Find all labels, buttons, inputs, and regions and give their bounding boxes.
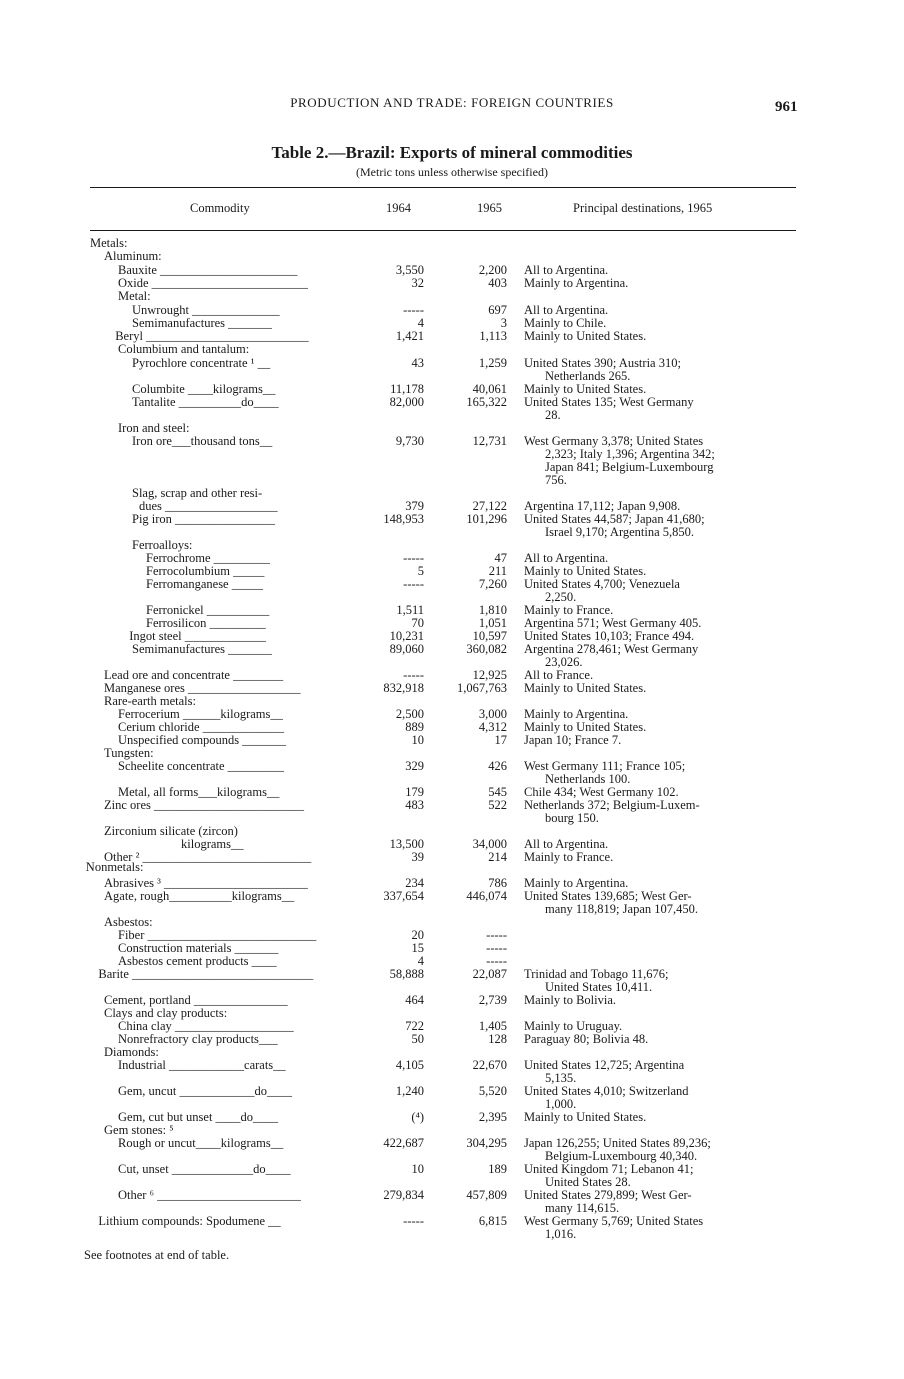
value-1964-cell: 2,500 <box>395 707 424 721</box>
destination-cell: Japan 841; Belgium-Luxembourg <box>545 460 714 474</box>
destination-cell: Netherlands 100. <box>545 772 631 786</box>
commodity-cell: Asbestos cement products ____ <box>118 954 277 968</box>
table-row <box>0 825 904 838</box>
destination-cell: Mainly to France. <box>524 850 614 864</box>
commodity-cell: Tungsten: <box>104 746 154 760</box>
destination-cell: 5,135. <box>545 1071 577 1085</box>
value-1965-cell: ----- <box>486 941 507 955</box>
value-1964-cell: ----- <box>403 303 424 317</box>
value-1964-cell: 39 <box>411 850 424 864</box>
destination-cell: 1,016. <box>545 1227 577 1241</box>
commodity-cell: Zirconium silicate (zircon) <box>104 824 238 838</box>
table-row <box>0 861 904 874</box>
table-row <box>0 799 904 812</box>
destination-cell: Belgium-Luxembourg 40,340. <box>545 1149 698 1163</box>
table-title: Table 2.—Brazil: Exports of mineral commodities <box>271 143 633 162</box>
value-1964-cell: 722 <box>405 1019 424 1033</box>
table-row <box>0 1228 904 1241</box>
value-1965-cell: 1,113 <box>479 329 507 343</box>
destination-cell: Mainly to United States. <box>524 681 647 695</box>
destination-cell: United States 279,899; West Ger- <box>524 1188 692 1202</box>
commodity-cell: Pig iron ________________ <box>132 512 276 526</box>
commodity-cell: Nonmetals: <box>85 860 144 874</box>
value-1964-cell: 10 <box>411 733 424 747</box>
destination-cell: many 114,615. <box>545 1201 620 1215</box>
value-1964-cell: 179 <box>405 785 424 799</box>
commodity-cell: Ferroalloys: <box>132 538 193 552</box>
destination-cell: United States 12,725; Argentina <box>524 1058 685 1072</box>
value-1964-cell: 889 <box>405 720 424 734</box>
value-1964-cell: 4,105 <box>395 1058 424 1072</box>
table-row <box>0 487 904 500</box>
table-row <box>0 1137 904 1150</box>
destination-cell: Mainly to Uruguay. <box>524 1019 623 1033</box>
table-row <box>0 552 904 565</box>
value-1965-cell: 2,200 <box>478 263 507 277</box>
table-row <box>0 890 904 903</box>
destination-cell: All to Argentina. <box>524 551 609 565</box>
value-1965-cell: 1,051 <box>478 616 507 630</box>
table-row <box>0 461 904 474</box>
value-1965-cell: 2,395 <box>478 1110 507 1124</box>
commodity-cell: Ferronickel __________ <box>146 603 270 617</box>
value-1965-cell: 786 <box>488 876 507 890</box>
column-header-1965: 1965 <box>477 201 502 215</box>
table-row <box>0 513 904 526</box>
value-1965-cell: 5,520 <box>478 1084 507 1098</box>
value-1965-cell: 165,322 <box>466 395 507 409</box>
table-row <box>0 968 904 981</box>
destination-cell: Argentina 571; West Germany 405. <box>524 616 702 630</box>
commodity-cell: Iron and steel: <box>118 421 190 435</box>
value-1965-cell: 12,731 <box>472 434 507 448</box>
value-1964-cell: 43 <box>411 356 424 370</box>
commodity-cell: Unwrought ______________ <box>132 303 280 317</box>
table-row <box>0 448 904 461</box>
destination-cell: West Germany 111; France 105; <box>524 759 686 773</box>
value-1965-cell: 6,815 <box>478 1214 507 1228</box>
destination-cell: United States 4,700; Venezuela <box>524 577 680 591</box>
destination-cell: Mainly to Bolivia. <box>524 993 617 1007</box>
commodity-cell: Diamonds: <box>104 1045 159 1059</box>
value-1965-cell: 522 <box>488 798 507 812</box>
value-1965-cell: 214 <box>488 850 507 864</box>
destination-cell: 2,323; Italy 1,396; Argentina 342; <box>545 447 715 461</box>
commodity-cell: Beryl __________________________ <box>115 329 309 343</box>
value-1965-cell: 426 <box>488 759 507 773</box>
commodity-cell: Ferrocolumbium _____ <box>146 564 265 578</box>
destination-cell: Mainly to United States. <box>524 564 647 578</box>
table-row <box>0 565 904 578</box>
commodity-cell: Gem, cut but unset ____do____ <box>118 1110 279 1124</box>
table-row <box>0 396 904 409</box>
value-1965-cell: 12,925 <box>472 668 507 682</box>
commodity-cell: Nonrefractory clay products___ <box>118 1032 278 1046</box>
destination-cell: Netherlands 265. <box>545 369 631 383</box>
commodity-cell: Ferrocerium ______kilograms__ <box>118 707 283 721</box>
destination-cell: 756. <box>545 473 567 487</box>
destination-cell: Paraguay 80; Bolivia 48. <box>524 1032 649 1046</box>
commodity-cell: Other ² ___________________________ <box>104 850 312 864</box>
destination-cell: West Germany 3,378; United States <box>524 434 704 448</box>
destination-cell: United States 139,685; West Ger- <box>524 889 692 903</box>
commodity-cell: Cerium chloride _____________ <box>118 720 284 734</box>
destination-cell: United States 10,103; France 494. <box>524 629 695 643</box>
commodity-cell: dues __________________ <box>139 499 278 513</box>
commodity-cell: kilograms__ <box>181 837 244 851</box>
value-1964-cell: 279,834 <box>383 1188 424 1202</box>
commodity-cell: Metal, all forms___kilograms__ <box>118 785 280 799</box>
commodity-cell: Cement, portland _______________ <box>104 993 288 1007</box>
value-1965-cell: 189 <box>488 1162 507 1176</box>
destination-cell: Mainly to France. <box>524 603 614 617</box>
value-1964-cell: ----- <box>403 668 424 682</box>
value-1965-cell: 3 <box>500 316 507 330</box>
destination-cell: All to Argentina. <box>524 837 609 851</box>
value-1964-cell: 50 <box>411 1032 424 1046</box>
value-1964-cell: 4 <box>417 954 424 968</box>
value-1964-cell: 379 <box>405 499 424 513</box>
commodity-cell: Oxide _________________________ <box>118 276 308 290</box>
commodity-cell: China clay ___________________ <box>118 1019 294 1033</box>
commodity-cell: Asbestos: <box>104 915 153 929</box>
commodity-cell: Rare-earth metals: <box>104 694 196 708</box>
value-1965-cell: 128 <box>488 1032 507 1046</box>
destination-cell: Mainly to United States. <box>524 329 647 343</box>
destination-cell: United States 390; Austria 310; <box>524 356 681 370</box>
value-1964-cell: 483 <box>405 798 424 812</box>
commodity-cell: Pyrochlore concentrate ¹ __ <box>132 356 271 370</box>
table-row <box>0 357 904 370</box>
commodity-cell: Barite _____________________________ <box>98 967 314 981</box>
value-1965-cell: ----- <box>486 954 507 968</box>
value-1965-cell: 7,260 <box>478 577 507 591</box>
table-row <box>0 578 904 591</box>
commodity-cell: Gem, uncut ____________do____ <box>118 1084 292 1098</box>
destination-cell: United States 28. <box>545 1175 631 1189</box>
destination-cell: All to Argentina. <box>524 263 609 277</box>
commodity-cell: Agate, rough__________kilograms__ <box>104 889 295 903</box>
table-row <box>0 435 904 448</box>
table-row <box>0 290 904 303</box>
table-row <box>0 604 904 617</box>
value-1964-cell: 13,500 <box>389 837 424 851</box>
value-1965-cell: 1,405 <box>478 1019 507 1033</box>
value-1964-cell: 70 <box>411 616 424 630</box>
value-1964-cell: 1,421 <box>395 329 424 343</box>
commodity-cell: Manganese ores __________________ <box>104 681 301 695</box>
value-1965-cell: 1,810 <box>478 603 507 617</box>
commodity-cell: Clays and clay products: <box>104 1006 228 1020</box>
commodity-cell: Ferrochrome _________ <box>146 551 270 565</box>
value-1965-cell: 47 <box>494 551 507 565</box>
table-row <box>0 343 904 356</box>
commodity-cell: Scheelite concentrate _________ <box>118 759 284 773</box>
commodity-cell: Abrasives ³ _______________________ <box>104 876 308 890</box>
value-1965-cell: 101,296 <box>466 512 507 526</box>
table-row <box>0 1059 904 1072</box>
value-1965-cell: 17 <box>494 733 507 747</box>
table-subtitle: (Metric tons unless otherwise specified) <box>356 165 548 179</box>
destination-cell: Mainly to United States. <box>524 720 647 734</box>
commodity-cell: Ingot steel _____________ <box>129 629 266 643</box>
destination-cell: Mainly to Argentina. <box>524 707 629 721</box>
destination-cell: many 118,819; Japan 107,450. <box>545 902 698 916</box>
commodity-cell: Zinc ores ________________________ <box>104 798 304 812</box>
commodity-cell: Unspecified compounds _______ <box>118 733 287 747</box>
commodity-cell: Fiber ___________________________ <box>118 928 317 942</box>
destination-cell: Mainly to United States. <box>524 1110 647 1124</box>
value-1965-cell: ----- <box>486 928 507 942</box>
destination-cell: 23,026. <box>545 655 583 669</box>
commodity-cell: Lithium compounds: Spodumene __ <box>98 1214 281 1228</box>
destination-cell: Mainly to Argentina. <box>524 276 629 290</box>
value-1965-cell: 403 <box>488 276 507 290</box>
value-1964-cell: ----- <box>403 1214 424 1228</box>
destination-cell: Israel 9,170; Argentina 5,850. <box>545 525 695 539</box>
destination-cell: Mainly to United States. <box>524 382 647 396</box>
commodity-cell: Other ⁶ _______________________ <box>118 1188 301 1202</box>
commodity-cell: Industrial ____________carats__ <box>118 1058 286 1072</box>
destination-cell: 1,000. <box>545 1097 577 1111</box>
table-row <box>0 539 904 552</box>
value-1965-cell: 3,000 <box>478 707 507 721</box>
value-1964-cell: (⁴) <box>411 1110 424 1124</box>
value-1965-cell: 27,122 <box>472 499 507 513</box>
table-row <box>0 760 904 773</box>
column-header-1964: 1964 <box>386 201 411 215</box>
commodity-cell: Aluminum: <box>104 249 162 263</box>
value-1964-cell: 10,231 <box>389 629 424 643</box>
value-1964-cell: 32 <box>411 276 424 290</box>
destination-cell: Argentina 17,112; Japan 9,908. <box>524 499 681 513</box>
commodity-cell: Iron ore___thousand tons__ <box>132 434 273 448</box>
value-1965-cell: 40,061 <box>472 382 507 396</box>
value-1965-cell: 446,074 <box>466 889 507 903</box>
commodity-cell: Semimanufactures _______ <box>132 316 272 330</box>
value-1965-cell: 2,739 <box>478 993 507 1007</box>
destination-cell: All to Argentina. <box>524 303 609 317</box>
destination-cell: Japan 126,255; United States 89,236; <box>524 1136 711 1150</box>
commodity-cell: Cut, unset _____________do____ <box>118 1162 291 1176</box>
value-1964-cell: 464 <box>405 993 424 1007</box>
column-header-destinations: Principal destinations, 1965 <box>573 201 713 215</box>
destination-cell: United States 4,010; Switzerland <box>524 1084 689 1098</box>
value-1964-cell: 329 <box>405 759 424 773</box>
value-1965-cell: 211 <box>488 564 507 578</box>
destination-cell: Japan 10; France 7. <box>524 733 622 747</box>
destination-cell: West Germany 5,769; United States <box>524 1214 704 1228</box>
value-1964-cell: 20 <box>411 928 424 942</box>
commodity-cell: Gem stones: ⁵ <box>104 1123 174 1137</box>
value-1964-cell: 3,550 <box>395 263 424 277</box>
commodity-cell: Semimanufactures _______ <box>132 642 272 656</box>
commodity-cell: Metal: <box>118 289 151 303</box>
value-1965-cell: 10,597 <box>472 629 507 643</box>
destination-cell: 28. <box>545 408 561 422</box>
value-1964-cell: 10 <box>411 1162 424 1176</box>
table-row <box>0 591 904 604</box>
value-1964-cell: 5 <box>417 564 424 578</box>
commodity-cell: Columbium and tantalum: <box>118 342 250 356</box>
table-row <box>0 643 904 656</box>
value-1964-cell: 4 <box>417 316 424 330</box>
table-row <box>0 250 904 263</box>
commodity-cell: Slag, scrap and other resi- <box>132 486 263 500</box>
value-1965-cell: 545 <box>488 785 507 799</box>
value-1965-cell: 304,295 <box>466 1136 507 1150</box>
value-1965-cell: 1,067,763 <box>457 681 507 695</box>
commodity-cell: Construction materials _______ <box>118 941 279 955</box>
destination-cell: Argentina 278,461; West Germany <box>524 642 699 656</box>
value-1964-cell: ----- <box>403 551 424 565</box>
commodity-cell: Ferrosilicon _________ <box>146 616 266 630</box>
table-row <box>0 1163 904 1176</box>
value-1965-cell: 1,259 <box>478 356 507 370</box>
value-1964-cell: 89,060 <box>389 642 424 656</box>
destination-cell: United States 44,587; Japan 41,680; <box>524 512 705 526</box>
value-1964-cell: 422,687 <box>383 1136 424 1150</box>
destination-cell: Chile 434; West Germany 102. <box>524 785 679 799</box>
value-1965-cell: 34,000 <box>472 837 507 851</box>
destination-cell: United Kingdom 71; Lebanon 41; <box>524 1162 694 1176</box>
commodity-cell: Bauxite ______________________ <box>118 263 298 277</box>
commodity-cell: Tantalite __________do____ <box>132 395 279 409</box>
value-1965-cell: 457,809 <box>466 1188 507 1202</box>
value-1964-cell: ----- <box>403 577 424 591</box>
commodity-cell: Columbite ____kilograms__ <box>132 382 276 396</box>
column-header-commodity: Commodity <box>190 201 250 215</box>
value-1965-cell: 4,312 <box>478 720 507 734</box>
page-number: 961 <box>775 99 798 115</box>
value-1965-cell: 22,670 <box>472 1058 507 1072</box>
table-row <box>0 1189 904 1202</box>
destination-cell: Trinidad and Tobago 11,676; <box>524 967 669 981</box>
value-1964-cell: 337,654 <box>383 889 424 903</box>
destination-cell: United States 135; West Germany <box>524 395 694 409</box>
commodity-cell: Ferromanganese _____ <box>146 577 263 591</box>
value-1964-cell: 9,730 <box>395 434 424 448</box>
value-1964-cell: 234 <box>405 876 424 890</box>
destination-cell: Mainly to Chile. <box>524 316 607 330</box>
destination-cell: Netherlands 372; Belgium-Luxem- <box>524 798 700 812</box>
destination-cell: 2,250. <box>545 590 577 604</box>
value-1965-cell: 22,087 <box>472 967 507 981</box>
commodity-cell: Lead ore and concentrate ________ <box>104 668 284 682</box>
table-row <box>0 1215 904 1228</box>
commodity-cell: Metals: <box>90 236 128 250</box>
value-1964-cell: 832,918 <box>383 681 424 695</box>
value-1964-cell: 11,178 <box>390 382 424 396</box>
destination-cell: All to France. <box>524 668 594 682</box>
value-1964-cell: 15 <box>411 941 424 955</box>
value-1964-cell: 148,953 <box>383 512 424 526</box>
footnote-reference: See footnotes at end of table. <box>84 1248 230 1262</box>
commodity-cell: Rough or uncut____kilograms__ <box>118 1136 284 1150</box>
table-row <box>0 1085 904 1098</box>
value-1964-cell: 58,888 <box>389 967 424 981</box>
destination-cell: Mainly to Argentina. <box>524 876 629 890</box>
destination-cell: bourg 150. <box>545 811 599 825</box>
value-1964-cell: 1,240 <box>395 1084 424 1098</box>
value-1964-cell: 1,511 <box>396 603 424 617</box>
value-1964-cell: 82,000 <box>389 395 424 409</box>
running-head: PRODUCTION AND TRADE: FOREIGN COUNTRIES <box>290 95 614 110</box>
value-1965-cell: 360,082 <box>466 642 507 656</box>
value-1965-cell: 697 <box>488 303 507 317</box>
destination-cell: United States 10,411. <box>545 980 653 994</box>
